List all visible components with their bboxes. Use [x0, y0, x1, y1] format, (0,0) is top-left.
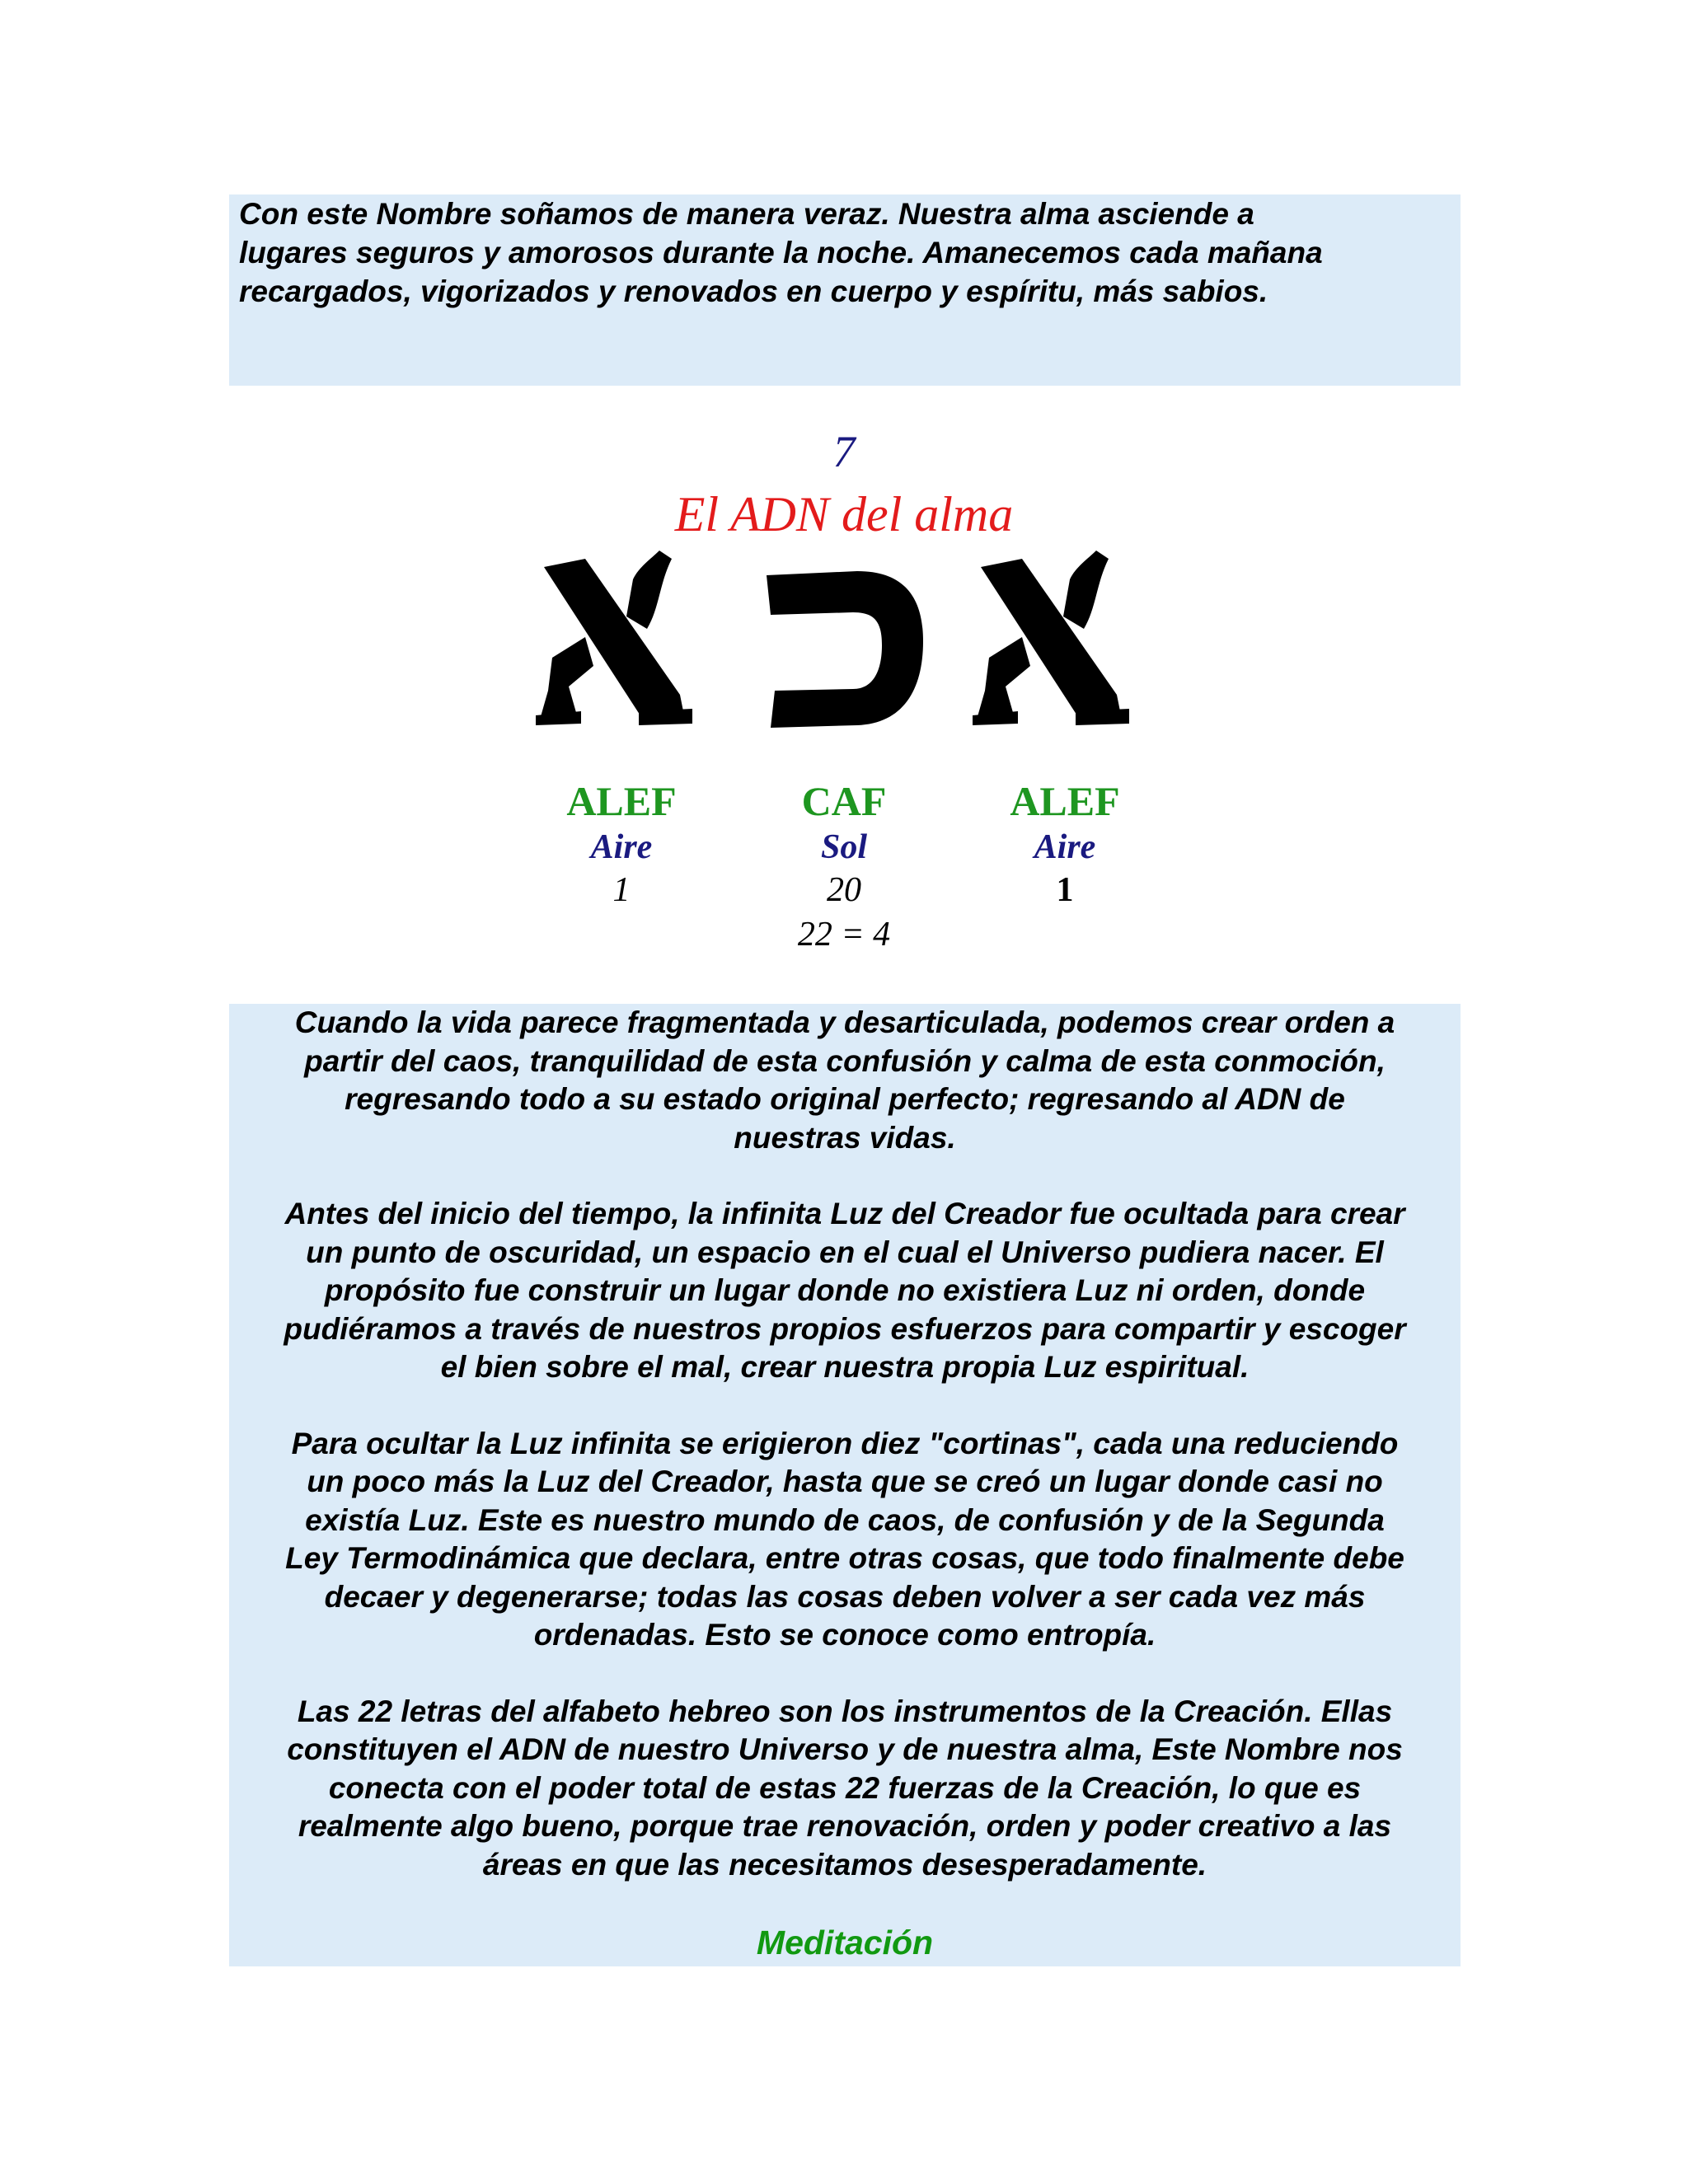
hebrew-kaf-glyph — [767, 571, 923, 728]
letter-element: Aire — [1034, 828, 1096, 866]
body-paragraph: Antes del inicio del tiempo, la infinita Luz del Creador fue ocultada para crear un punto de oscuridad, un espacio en el cual el Universo pudiera nacer. El propósito fue construir un lugar donde no existiera Luz ni orden, donde pudiéramos a través de nuestros propios esfuerzos para compartir y escoger el bien sobre el mal, crear nuestra propia Luz espiritual. — [284, 1197, 1406, 1384]
letter-column — [966, 776, 1164, 912]
letter-column — [523, 776, 720, 912]
hebrew-letters-image — [528, 551, 1162, 732]
intro-line: lugares seguros y amorosos durante la noche. Amanecemos cada mañana — [239, 236, 1323, 269]
intro-line: recargados, vigorizados y renovados en cuerpo y espíritu, más sabios. — [239, 274, 1268, 308]
intro-line: Con este Nombre soñamos de manera veraz. Nuestra alma asciende a — [239, 197, 1254, 231]
body-paragraph: Las 22 letras del alfabeto hebreo son los instrumentos de la Creación. Ellas constituyen el ADN de nuestro Universo y de nuestra alma, Este Nombre nos conecta con el poder total de estas 22 fuerzas de la Creación, lo que es realmente algo bueno, porque trae renovación, orden y poder creativo a las áreas en que las necesitamos desesperadamente. — [287, 1694, 1403, 1882]
body-box — [229, 1004, 1461, 1966]
letter-name: ALEF — [1010, 778, 1120, 824]
letter-value: 1 — [612, 871, 631, 909]
name-number: 7 — [832, 427, 856, 476]
letter-element: Aire — [590, 828, 653, 866]
letters-total: 22 = 4 — [797, 916, 891, 954]
name-title: El ADN del alma — [674, 487, 1014, 541]
letter-column — [745, 776, 943, 912]
letter-value: 1 — [1056, 871, 1074, 909]
meditation-heading: Meditación — [756, 1924, 934, 1961]
letter-value: 20 — [827, 871, 861, 909]
letter-name: ALEF — [566, 778, 677, 824]
letter-name: CAF — [801, 778, 887, 824]
intro-box — [229, 194, 1461, 386]
hebrew-alef-glyph — [973, 551, 1129, 725]
body-paragraph: Para ocultar la Luz infinita se erigieron diez "cortinas", cada una reduciendo un poco más la Luz del Creador, hasta que se creó un lugar donde casi no existía Luz. Este es nuestro mundo de caos, de confusión y de la Segunda Ley Termodinámica que declara, entre otras cosas, que todo finalmente debe decaer y degenerarse; todas las cosas deben volver a ser cada vez más ordenadas. Esto se conoce como entropía. — [285, 1426, 1404, 1652]
hebrew-alef-glyph — [536, 551, 692, 725]
letter-element: Sol — [820, 828, 868, 866]
body-paragraph: Cuando la vida parece fragmentada y desarticulada, podemos crear orden a partir del caos, tranquilidad de esta confusión y calma de esta conmoción, regresando todo a su estado original perfecto; regresando al ADN de nuestras vidas. — [294, 1005, 1395, 1155]
